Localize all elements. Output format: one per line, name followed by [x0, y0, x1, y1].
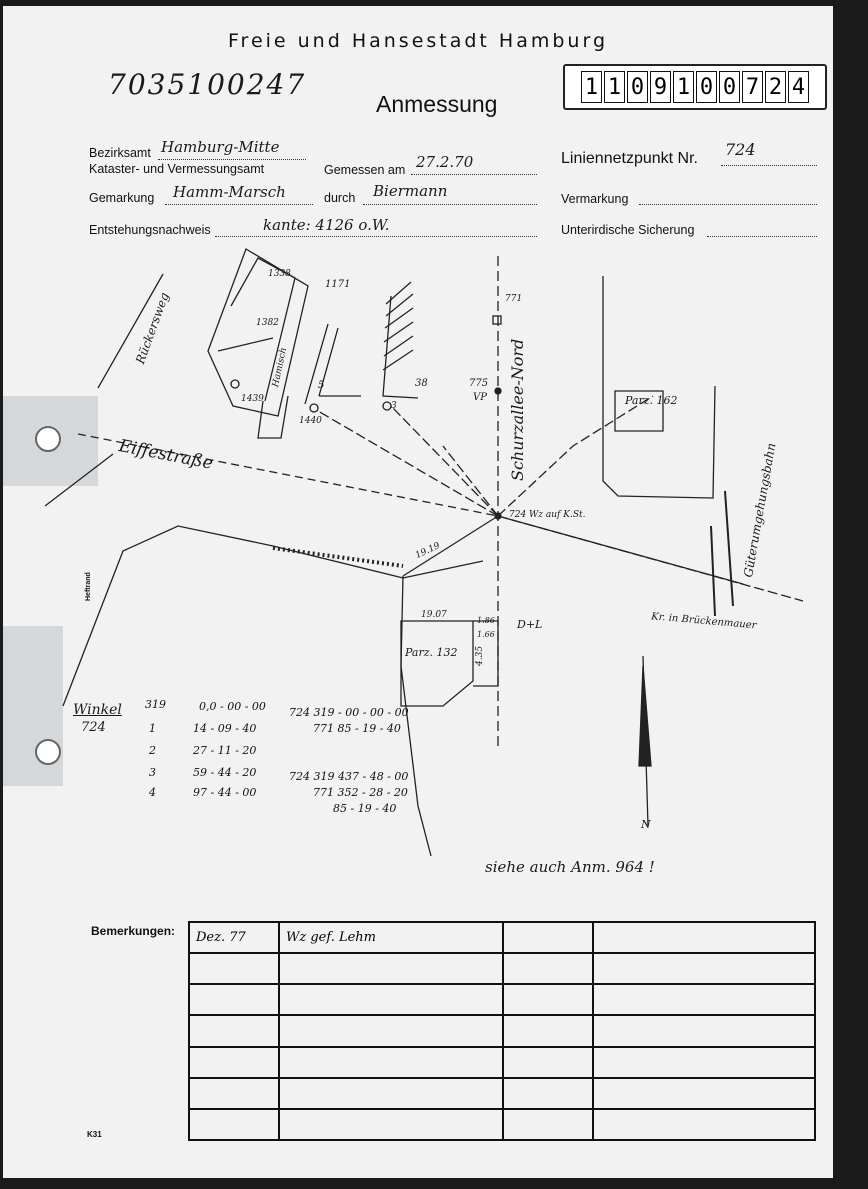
digit: 1 — [604, 71, 625, 103]
winkel-right: 85 - 19 - 40 — [333, 802, 397, 815]
digit: 0 — [627, 71, 648, 103]
sketch-note: D+L — [517, 618, 543, 631]
winkel-sub: 724 — [81, 720, 106, 735]
winkel-right: 724 319 - 00 - 00 - 00 — [289, 706, 409, 719]
winkel-value: 27 - 11 - 20 — [193, 744, 257, 757]
winkel-label: Winkel — [73, 702, 122, 718]
remarks-table — [188, 921, 816, 1141]
sketch-note: 1439 — [241, 394, 264, 404]
sketch-note: 5 — [318, 380, 325, 391]
sketch-note: 3 — [391, 401, 397, 411]
sketch-note: 1338 — [268, 269, 291, 279]
entstehung-value: kante: 4126 o.W. — [263, 216, 390, 234]
remarks-cell: Wz gef. Lehm — [279, 922, 503, 953]
digit: 0 — [696, 71, 717, 103]
table-row — [189, 1047, 815, 1078]
liniennetz-label: Liniennetzpunkt Nr. — [561, 150, 698, 167]
remarks-cell — [503, 953, 593, 984]
kataster-label: Kataster- und Vermessungsamt — [89, 162, 265, 176]
table-row — [189, 953, 815, 984]
sketch-note: 1.86 — [477, 616, 495, 625]
digit: 4 — [788, 71, 809, 103]
winkel-right: 724 319 437 - 48 - 00 — [289, 770, 409, 783]
winkel-n: 3 — [149, 766, 156, 779]
gemessen-value: 27.2.70 — [416, 153, 474, 171]
form-code: K31 — [87, 1130, 102, 1139]
street-label: Güterumgehungsbahn — [741, 441, 779, 579]
digit: 1 — [581, 71, 602, 103]
digit: 9 — [650, 71, 671, 103]
remarks-cell — [503, 1109, 593, 1140]
authority-title: Freie und Hansestadt Hamburg — [228, 30, 609, 52]
remarks-cell — [503, 922, 593, 953]
bezirksamt-label: Bezirksamt — [89, 146, 151, 160]
table-row — [189, 922, 815, 953]
gemarkung-label: Gemarkung — [89, 191, 155, 205]
remarks-label: Bemerkungen: — [91, 924, 176, 938]
remarks-cell — [593, 1015, 815, 1046]
remarks-cell — [189, 984, 279, 1015]
digit: 2 — [765, 71, 786, 103]
sketch-note: 38 — [415, 378, 428, 389]
winkel-n: 2 — [149, 744, 156, 757]
file-number: 7035100247 — [108, 68, 307, 101]
unterirdisch-label: Unterirdische Sicherung — [561, 223, 695, 237]
remarks-cell — [503, 1078, 593, 1109]
winkel-n: 4 — [149, 786, 156, 799]
winkel-right: 771 85 - 19 - 40 — [313, 722, 401, 735]
remarks-cell — [279, 984, 503, 1015]
remarks-cell — [593, 1109, 815, 1140]
parcel-label: Parz. 162 — [625, 394, 678, 407]
remarks-cell — [279, 1109, 503, 1140]
street-label: Schurzallee-Nord — [508, 338, 527, 481]
digit: 7 — [742, 71, 763, 103]
winkel-n: 319 — [145, 698, 166, 711]
street-label: Eiffestraße — [117, 436, 215, 474]
bezirksamt-value: Hamburg-Mitte — [161, 138, 280, 156]
remarks-cell — [279, 1078, 503, 1109]
sketch-note: 775 — [469, 378, 489, 389]
remarks-cell — [593, 953, 815, 984]
sketch-note: Kr. in Brückenmauer — [650, 611, 757, 632]
remarks-cell — [189, 1047, 279, 1078]
remarks-cell — [189, 953, 279, 984]
sketch-note: 1171 — [325, 279, 351, 290]
form-title: Anmessung — [376, 91, 498, 117]
winkel-n: 1 — [149, 722, 156, 735]
entstehung-label: Entstehungsnachweis — [89, 223, 211, 237]
durch-label: durch — [324, 191, 356, 205]
winkel-value: 59 - 44 - 20 — [193, 766, 257, 779]
remarks-cell — [279, 953, 503, 984]
sketch-note: 1440 — [299, 416, 322, 426]
table-row — [189, 1078, 815, 1109]
sketch-note: 724 Wz auf K.St. — [509, 510, 586, 520]
sketch-note: 19.07 — [421, 610, 447, 620]
remarks-cell — [593, 1047, 815, 1078]
digit: 1 — [673, 71, 694, 103]
sketch-note: 771 — [505, 294, 523, 304]
gemarkung-value: Hamm-Marsch — [173, 183, 286, 201]
parcel-label: Parz. 132 — [405, 646, 458, 659]
remarks-cell — [593, 1078, 815, 1109]
remarks-cell — [503, 1015, 593, 1046]
sketch-note: 19.19 — [414, 541, 442, 561]
durch-value: Biermann — [373, 182, 448, 200]
remarks-cell — [189, 1109, 279, 1140]
survey-form-sheet — [3, 6, 833, 1178]
remarks-cell — [279, 1015, 503, 1046]
sketch-note: 1.66 — [477, 630, 495, 639]
gemessen-label: Gemessen am — [324, 163, 406, 177]
remarks-cell — [189, 1078, 279, 1109]
see-also-note: siehe auch Anm. 964 ! — [485, 858, 655, 876]
street-label: Rückersweg — [133, 290, 172, 366]
winkel-right: 771 352 - 28 - 20 — [313, 786, 408, 799]
remarks-cell: Dez. 77 — [189, 922, 279, 953]
sketch-note: VP — [473, 392, 487, 403]
winkel-value: 97 - 44 - 00 — [193, 786, 257, 799]
digit: 0 — [719, 71, 740, 103]
sketch-note: 1382 — [256, 318, 279, 328]
table-row — [189, 1015, 815, 1046]
remarks-cell — [189, 1015, 279, 1046]
north-label: N — [641, 818, 651, 831]
heftrand-label: Heftrand — [85, 572, 92, 601]
remarks-cell — [503, 1047, 593, 1078]
winkel-value: 14 - 09 - 40 — [193, 722, 257, 735]
winkel-value: 0,0 - 00 - 00 — [199, 700, 266, 713]
sketch-note: Hamisch — [271, 346, 290, 389]
remarks-cell — [593, 984, 815, 1015]
table-row — [189, 1109, 815, 1140]
remarks-cell — [593, 922, 815, 953]
table-row — [189, 984, 815, 1015]
remarks-cell — [279, 1047, 503, 1078]
sketch-note: 4.35 — [475, 645, 485, 666]
liniennetz-value: 724 — [725, 140, 756, 159]
vermarkung-label: Vermarkung — [561, 192, 629, 206]
remarks-cell — [503, 984, 593, 1015]
